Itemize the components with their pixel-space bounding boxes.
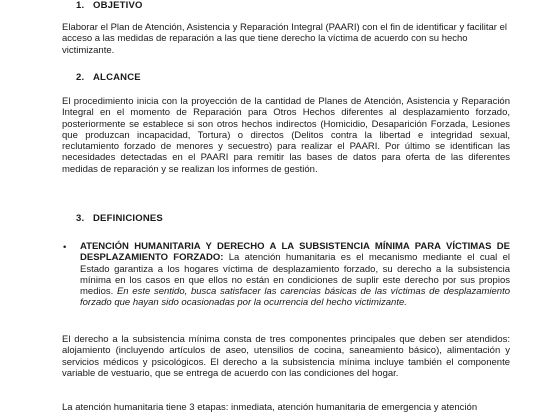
section-title: OBJETIVO — [93, 0, 143, 11]
alcance-paragraph: El procedimiento inicia con la proyección de la cantidad de Planes de Atención, Asistencia y Reparación Integral en el momento de Reparación para Otros Hechos diferentes al desplazamiento forzado, posteriormente se establece si son otros hechos indirectos (Homicidio, Desaparición Forzada, Lesiones que produzcan incapacidad, Tortura) o directos (Delitos contra la libertad e integridad sexual, reclutamiento forzado de menores y secuestro) para realizar el PAARI. Por último se identifican las necesidades detectadas en el PAARI para remitir las bases de datos para oferta de las diferentes medidas de reparación y se realizan los informes de gestión. — [62, 96, 510, 175]
section-heading-objetivo — [76, 0, 143, 11]
subsistence-paragraph: El derecho a la subsistencia mínima consta de tres componentes principales que deben ser atendidos: alojamiento (incluyendo artículos de aseo, utensilios de cocina, saneamiento básico), alimentación y servicios médicos y psicológicos. El derecho a la subsistencia mínima incluye también el componente variable de vestuario, que se entrega de acuerdo con las condiciones del hogar. — [62, 334, 510, 379]
definition-text-italic: En este sentido, busca satisfacer las carencias básicas de las víctimas de desplazamiento forzado que hayan sido ocasionadas por la ocurrencia del hecho victimizante. — [80, 286, 510, 309]
stages-paragraph: La atención humanitaria tiene 3 etapas: inmediata, atención humanitaria de emergencia y atención — [62, 402, 478, 413]
section-title: ALCANCE — [93, 72, 141, 83]
bullet-marker: • — [63, 242, 67, 253]
definition-term: ATENCIÓN HUMANITARIA Y DERECHO A LA SUBSISTENCIA MÍNIMA PARA VÍCTIMAS DE DESPLAZAMIENTO FORZADO: — [80, 241, 510, 264]
section-number: 3. — [76, 213, 85, 224]
section-heading-definiciones — [76, 213, 163, 224]
objetivo-paragraph: Elaborar el Plan de Atención, Asistencia y Reparación Integral (PAARI) con el fin de identificar y facilitar el acceso a las medidas de reparación a las que tiene derecho la víctima de acuerdo con su hecho victimizante. — [62, 22, 507, 56]
definition-text: La atención humanitaria es el mecanismo mediante el cual el Estado garantiza a los hogares víctima de desplazamiento forzado, su derecho a la subsistencia mínima en los casos en que ellos no están en condiciones de suplir este derecho por sus propios medios. — [80, 252, 510, 298]
section-title: DEFINICIONES — [93, 213, 163, 224]
section-heading-alcance — [76, 72, 141, 83]
section-number: 2. — [76, 72, 85, 83]
definition-bullet — [80, 241, 510, 309]
section-number: 1. — [76, 0, 85, 11]
